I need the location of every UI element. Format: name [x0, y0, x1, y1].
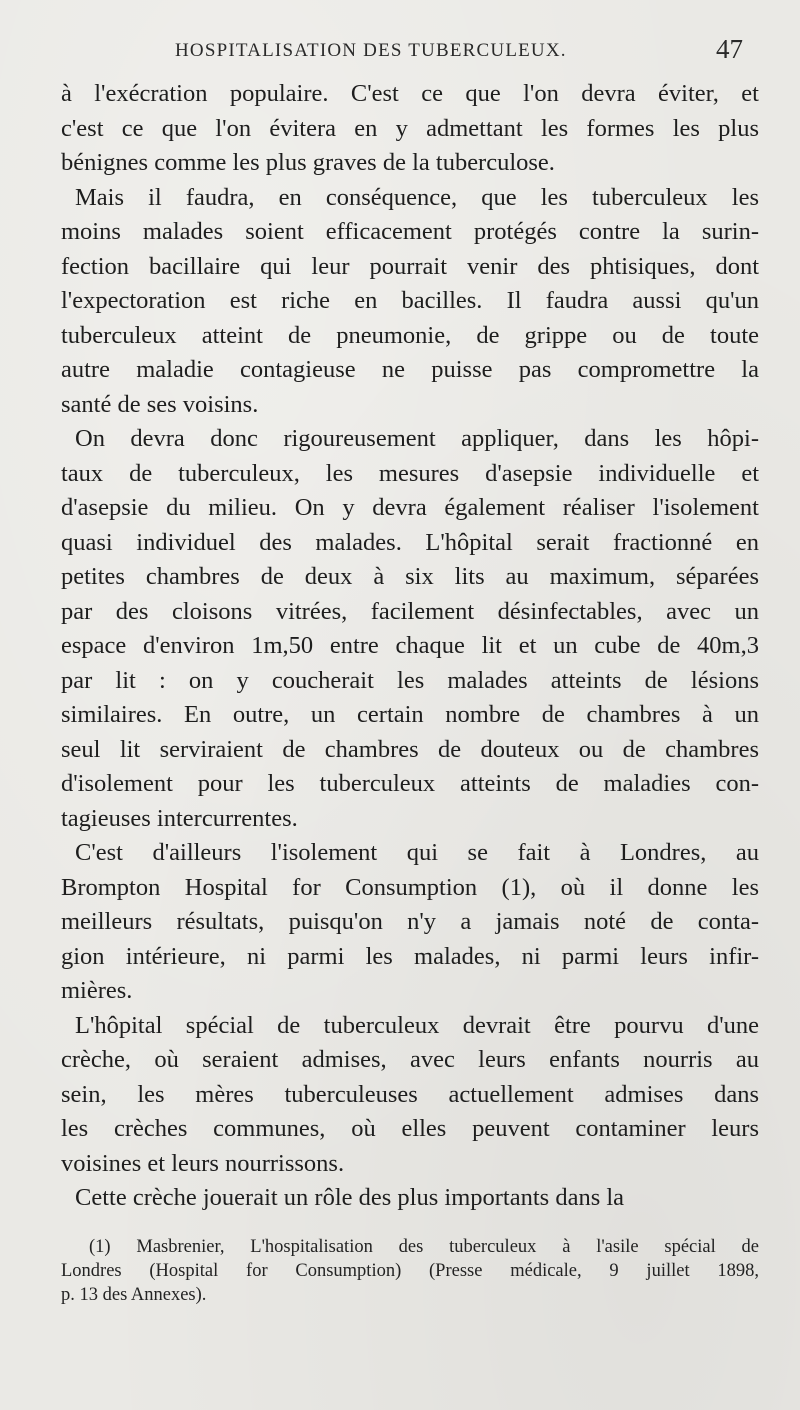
- text-line: l'expectoration est riche en bacilles. Il faudra aussi qu'un: [61, 287, 759, 314]
- running-title: HOSPITALISATION DES TUBERCULEUX.: [175, 40, 567, 61]
- text-line: meilleurs résultats, puisqu'on n'y a jamais noté de conta-: [61, 908, 759, 935]
- text-line: d'isolement pour les tuberculeux atteints de maladies con-: [61, 770, 759, 797]
- text-line: bénignes comme les plus graves de la tuberculose.: [61, 149, 555, 176]
- text-line: petites chambres de deux à six lits au maximum, séparées: [61, 563, 759, 590]
- text-line: mières.: [61, 977, 133, 1004]
- text-line: Brompton Hospital for Consumption (1), où il donne les: [61, 873, 759, 901]
- text-line: c'est ce que l'on évitera en y admettant les formes les plus: [61, 114, 759, 142]
- text-line: d'asepsie du milieu. On y devra également réaliser l'isolement: [61, 494, 759, 521]
- text-line: tuberculeux atteint de pneumonie, de grippe ou de toute: [61, 321, 759, 349]
- body-text: [61, 77, 759, 1216]
- footnote: [61, 1235, 759, 1307]
- text-line: par des cloisons vitrées, facilement désinfectables, avec un: [61, 597, 759, 625]
- text-line: autre maladie contagieuse ne puisse pas compromettre la: [61, 356, 759, 383]
- text-line: quasi individuel des malades. L'hôpital serait fractionné en: [61, 528, 759, 556]
- text-line: fection bacillaire qui leur pourrait venir des phtisiques, dont: [61, 252, 759, 280]
- text-line: similaires. En outre, un certain nombre de chambres à un: [61, 701, 759, 728]
- text-line: gion intérieure, ni parmi les malades, ni parmi leurs infir-: [61, 942, 759, 970]
- text-line: crèche, où seraient admises, avec leurs enfants nourris au: [61, 1046, 759, 1073]
- text-line: Mais il faudra, en conséquence, que les tuberculeux les: [75, 183, 759, 211]
- page-number: 47: [716, 34, 743, 64]
- text-line: voisines et leurs nourrissons.: [61, 1149, 345, 1177]
- text-line: seul lit serviraient de chambres de douteux ou de chambres: [61, 735, 759, 763]
- text-line: sein, les mères tuberculeuses actuellement admises dans: [61, 1080, 759, 1108]
- text-line: par lit : on y coucherait les malades atteints de lésions: [61, 666, 759, 694]
- text-line: moins malades soient efficacement protégés contre la surin-: [61, 218, 759, 245]
- footnote-line: Londres (Hospital for Consumption) (Presse médicale, 9 juillet 1898,: [61, 1261, 759, 1281]
- text-line: santé de ses voisins.: [61, 390, 259, 418]
- text-line: Cette crèche jouerait un rôle des plus importants dans la: [75, 1184, 625, 1211]
- text-line: tagieuses intercurrentes.: [61, 804, 298, 832]
- text-line: C'est d'ailleurs l'isolement qui se fait à Londres, au: [75, 839, 759, 866]
- text-line: espace d'environ 1m,50 entre chaque lit et un cube de 40m,3: [61, 632, 759, 659]
- text-line: On devra donc rigoureusement appliquer, dans les hôpi-: [75, 425, 759, 452]
- footnote-line: p. 13 des Annexes).: [61, 1285, 207, 1305]
- text-line: taux de tuberculeux, les mesures d'asepsie individuelle et: [61, 459, 759, 487]
- text-line: les crèches communes, où elles peuvent contaminer leurs: [61, 1115, 759, 1142]
- text-line: à l'exécration populaire. C'est ce que l'on devra éviter, et: [61, 80, 759, 107]
- footnote-line: (1) Masbrenier, L'hospitalisation des tuberculeux à l'asile spécial de: [89, 1237, 759, 1257]
- text-line: L'hôpital spécial de tuberculeux devrait être pourvu d'une: [75, 1011, 759, 1039]
